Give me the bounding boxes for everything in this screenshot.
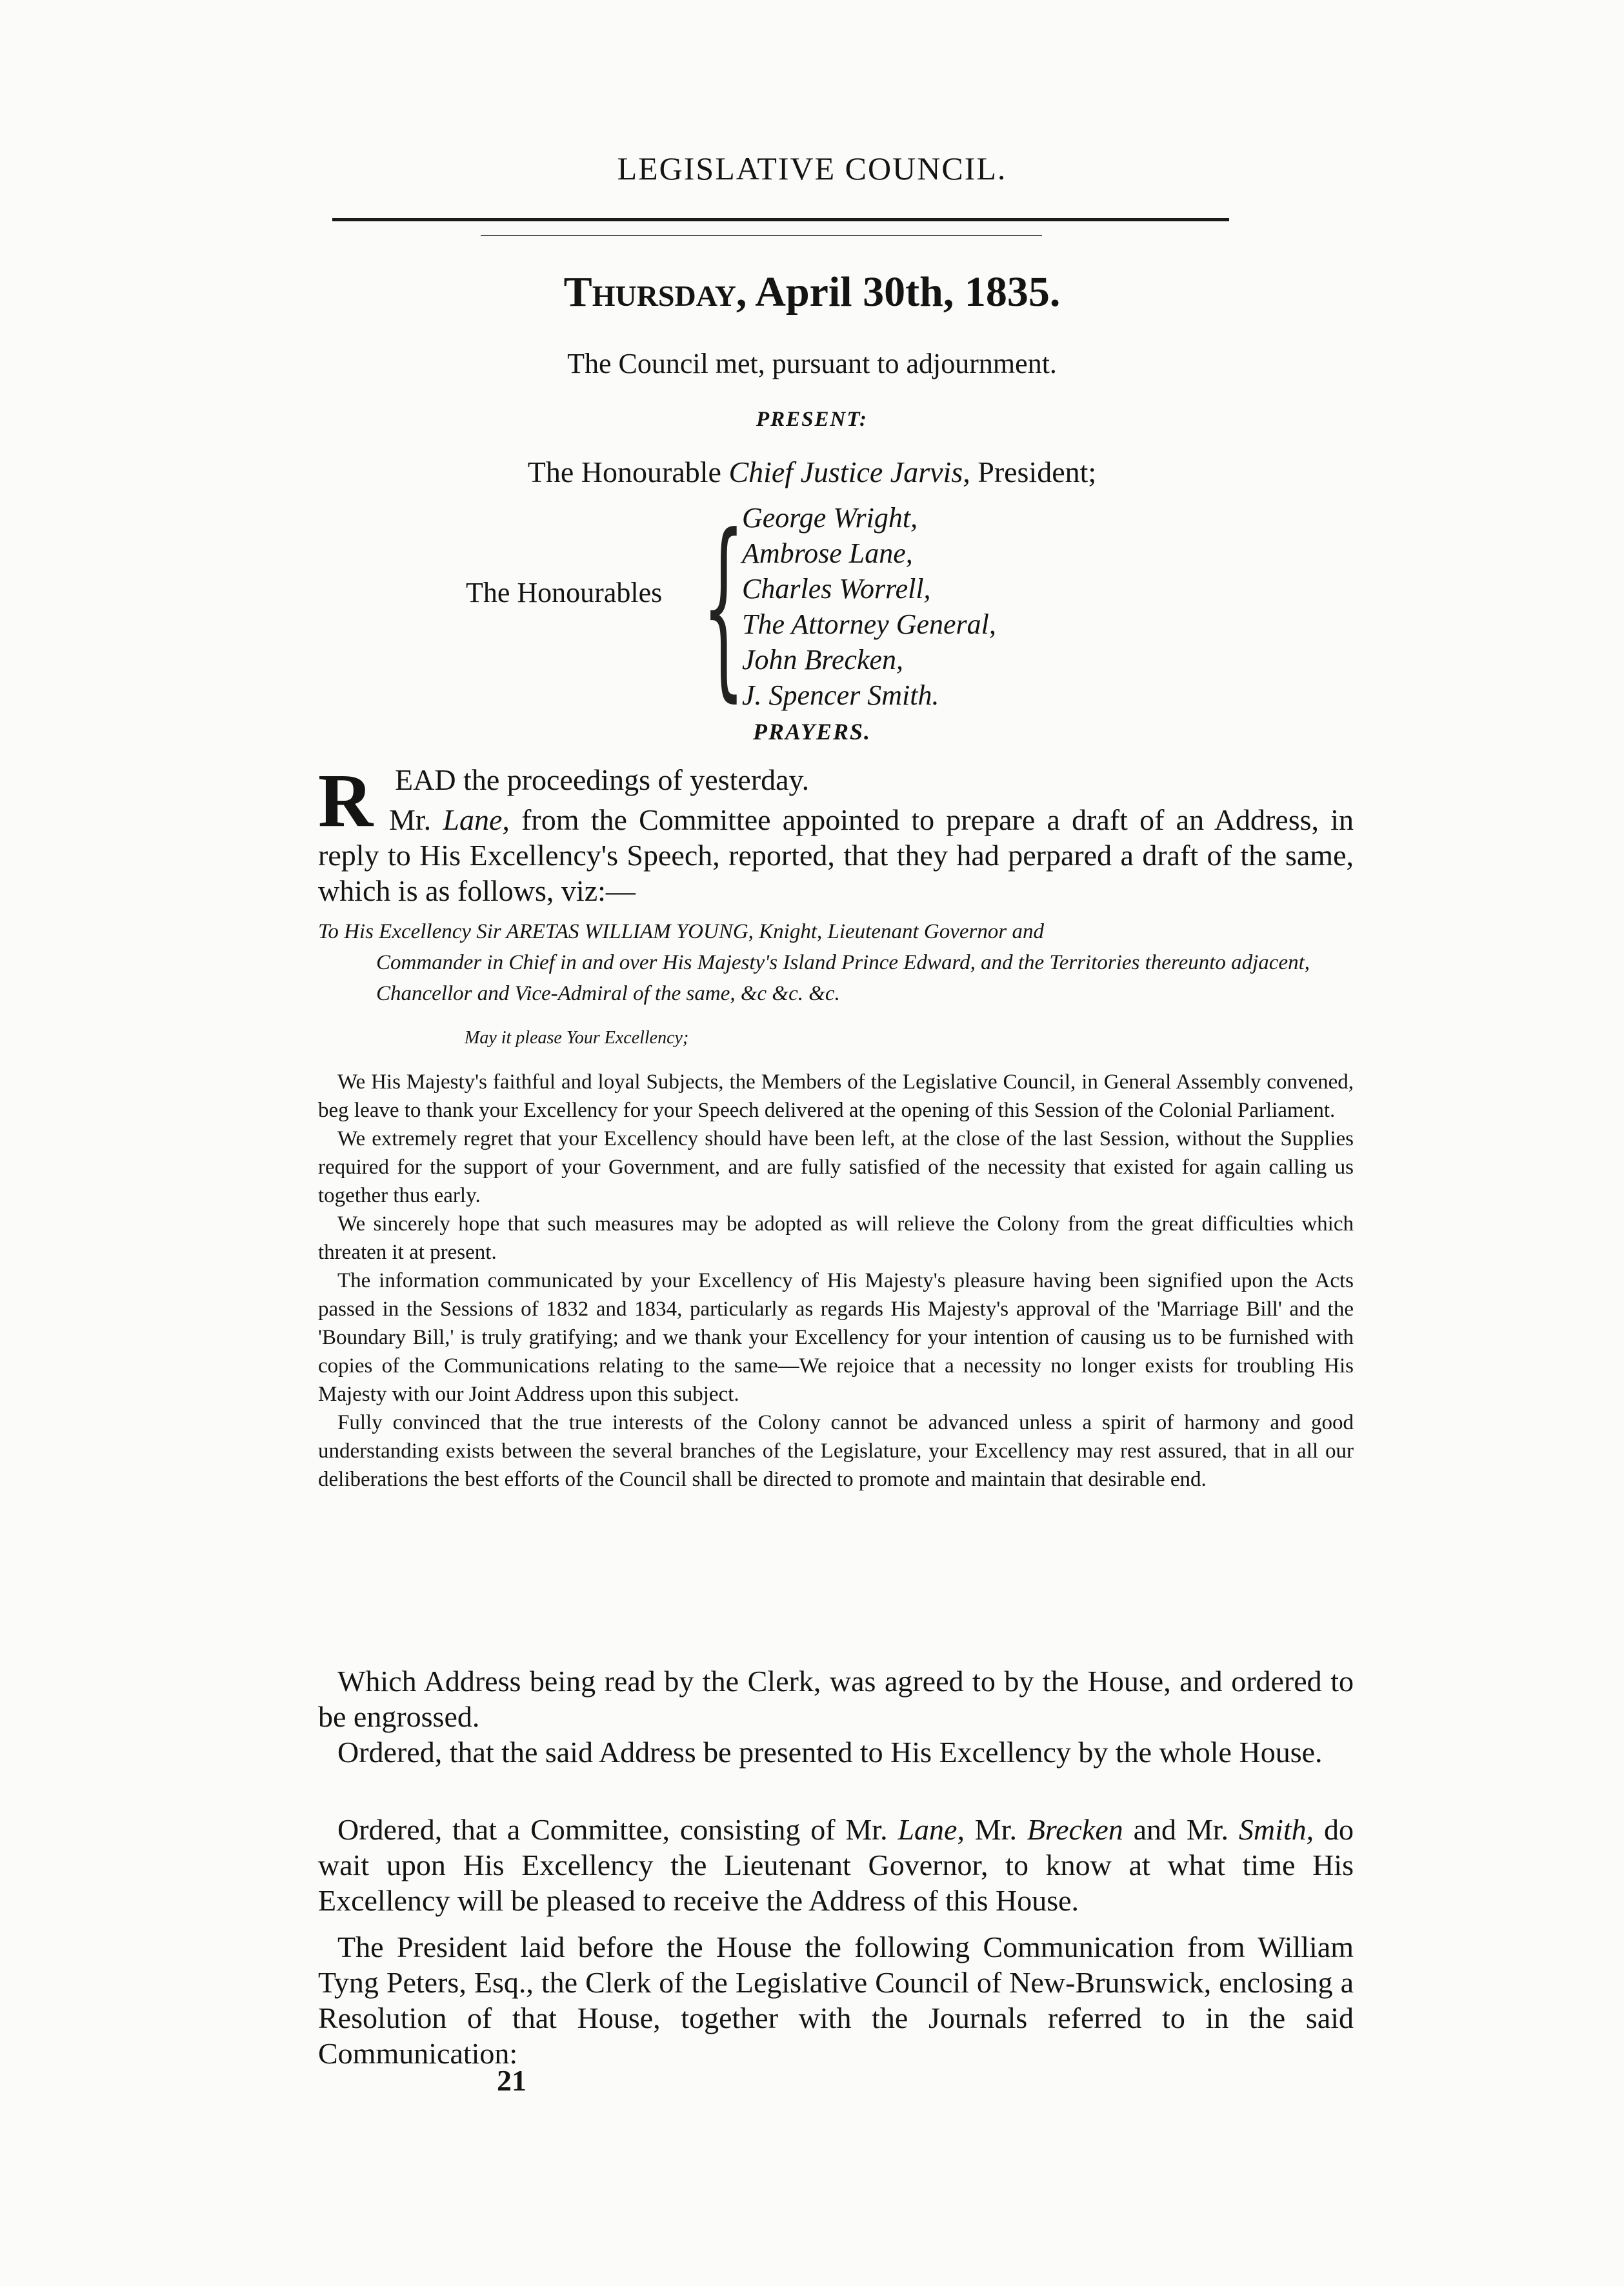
- member-name: Charles Worrell,: [742, 573, 931, 605]
- read-proceedings: EAD the proceedings of yesterday.: [395, 763, 810, 796]
- committee-member-brecken: Brecken: [1027, 1813, 1123, 1846]
- president-prefix: The Honourable: [527, 456, 729, 488]
- page-number: 21: [497, 2064, 526, 2097]
- session-date: [0, 268, 1624, 317]
- member-name: J. Spencer Smith.: [742, 679, 939, 711]
- date-rest: April 30th, 1835.: [747, 268, 1061, 316]
- president-laid-text: The President laid before the House the following Communication from William Tyng Peters, Esq., the Clerk of the Legislative Council of New-Brunswick, enclosing a Resolution of that House, together with the Journals referred to in the said Communication:: [318, 1930, 1354, 2070]
- committee-text: [318, 1812, 1354, 1918]
- address-paragraph: We sincerely hope that such measures may be adopted as will relieve the Colony from the great difficulties which threaten it at present.: [318, 1212, 1354, 1264]
- communication-paragraph: [318, 1929, 1354, 2071]
- address-paragraph: The information communicated by your Excellency of His Majesty's pleasure having been signified upon the Acts passed in the Sessions of 1832 and 1834, particularly as regards His Majesty's approval of the 'Marriage Bill' and the 'Boundary Bill,' is truly gratifying; and we thank your Excellency for your intention of causing us to be furnished with copies of the Communications relating to the same—We rejoice that a necessity no longer exists for troubling His Majesty with our Joint Address upon this subject.: [318, 1269, 1354, 1406]
- president-suffix: President;: [970, 456, 1097, 488]
- proceeding-paragraph: Which Address being read by the Clerk, was agreed to by the House, and ordered to be engrossed.: [318, 1665, 1354, 1733]
- committee-part: Ordered, that a Committee, consisting of Mr.: [337, 1813, 898, 1846]
- drop-cap: R: [318, 758, 374, 843]
- members-brace: {: [702, 494, 745, 719]
- address-recipient: [318, 916, 1354, 1009]
- address-body: [318, 1068, 1354, 1494]
- committee-part: and Mr.: [1123, 1813, 1239, 1846]
- proceeding-paragraph: Ordered, that the said Address be presented to His Excellency by the whole House.: [337, 1736, 1323, 1769]
- president-line: [0, 455, 1624, 489]
- address-recipient-rest: Commander in Chief in and over His Majesty's Island Prince Edward, and the Territories thereunto adjacent, Chancellor and Vice-Admiral of the same, &c &c. &c.: [376, 951, 1310, 1005]
- date-weekday: Thursday,: [563, 268, 747, 316]
- address-paragraph: We extremely regret that your Excellency should have been left, at the close of the last Session, without the Supplies required for the support of your Government, and are fully satisfied of the necessity that existed for again calling us together thus early.: [318, 1127, 1354, 1207]
- honourables-label: The Honourables: [466, 577, 663, 608]
- committee-paragraph: [318, 1812, 1354, 1918]
- after-address-block: [318, 1663, 1354, 1770]
- member-name: The Attorney General,: [742, 608, 996, 640]
- members-list: [742, 500, 996, 713]
- prayers-heading: PRAYERS.: [752, 719, 872, 745]
- member-name: George Wright,: [742, 502, 918, 534]
- committee-part: Mr.: [964, 1813, 1027, 1846]
- header-rule-thick: [332, 218, 1229, 221]
- committee-part: do wait upon His Excellency the Lieutenant Governor, to know at what time His Excellency will be pleased to receive the Address of this House.: [318, 1813, 1354, 1917]
- lane-text: from the Committee appointed to prepare a draft of an Address, in reply to His Excellency's Speech, reported, that they had perpared a draft of the same, which is as follows, viz:—: [318, 803, 1354, 907]
- lane-prefix: Mr.: [389, 803, 443, 836]
- member-name: Ambrose Lane,: [742, 537, 913, 569]
- member-name: John Brecken,: [742, 644, 904, 676]
- lane-report-paragraph: [318, 802, 1354, 908]
- address-paragraph: We His Majesty's faithful and loyal Subjects, the Members of the Legislative Council, in General Assembly convened, beg leave to thank your Excellency for your Speech delivered at the opening of this Session of the Colonial Parliament.: [318, 1070, 1354, 1122]
- page-header: LEGISLATIVE COUNCIL.: [617, 150, 1007, 186]
- president-name: Chief Justice Jarvis,: [728, 456, 970, 488]
- present-heading: PRESENT:: [756, 408, 868, 431]
- salutation: May it please Your Excellency;: [465, 1028, 689, 1048]
- committee-member-smith: Smith,: [1238, 1813, 1314, 1846]
- committee-member-lane: Lane,: [897, 1813, 965, 1846]
- council-met-line: The Council met, pursuant to adjournment.: [567, 348, 1057, 379]
- address-recipient-line1: To His Excellency Sir ARETAS WILLIAM YOUNG, Knight, Lieutenant Governor and: [318, 920, 1044, 943]
- lane-name: Lane,: [443, 803, 510, 836]
- header-rule-thin: [481, 235, 1042, 236]
- address-paragraph: Fully convinced that the true interests of the Colony cannot be advanced unless a spirit of harmony and good understanding exists between the several branches of the Legislature, your Excellency may rest assured, that in all our deliberations the best efforts of the Council shall be directed to promote and maintain that desirable end.: [318, 1411, 1354, 1491]
